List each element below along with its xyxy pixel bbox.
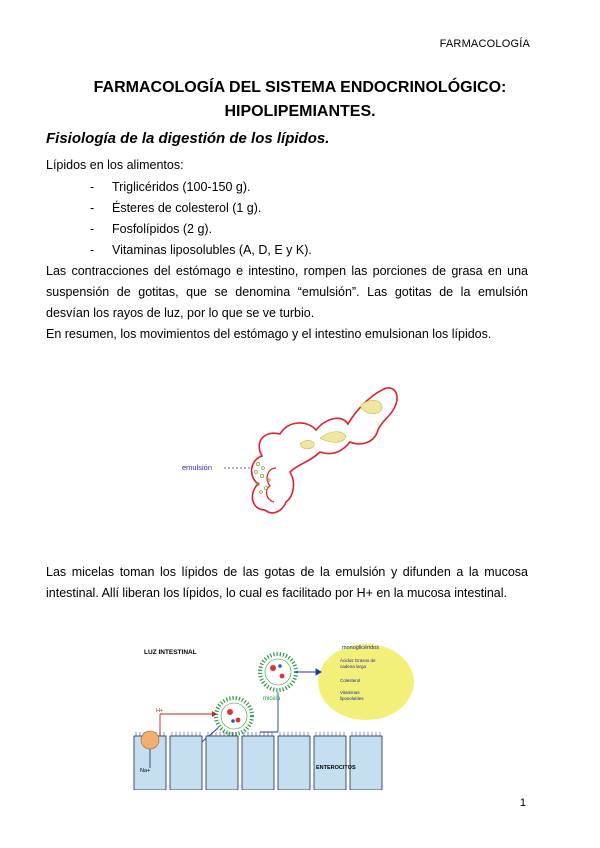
micelle-lower bbox=[216, 698, 252, 734]
fat-drop bbox=[360, 400, 382, 414]
intro-text: Lípidos en los alimentos: bbox=[46, 158, 184, 172]
fatty-acids-label-2: cadena larga bbox=[340, 664, 367, 669]
fat-drop bbox=[300, 440, 314, 448]
micelle-figure bbox=[130, 632, 430, 790]
micelle-upper bbox=[260, 654, 296, 690]
paragraph-micelles: Las micelas toman los lípidos de las gotas de la emulsión y difunden a la mucosa intestinal. Allí liberan los lípidos, lo cual es facilitado por H+ en la mucosa intestinal. bbox=[46, 565, 528, 600]
enterocitos-label: ENTEROCITOS bbox=[316, 765, 356, 771]
paragraph-emulsion: Las contracciones del estómago e intestino, rompen las porciones de grasa en una suspensión de gotitas, que se denomina “emulsión”. Las gotitas de la emulsión desvían los rayos de luz, por lo que se ve turbio. bbox=[46, 264, 528, 320]
title-line-1: FARMACOLOGÍA DEL SISTEMA ENDOCRINOLÓGICO: bbox=[93, 79, 507, 96]
monoglycerides-label: monoglicéridos bbox=[342, 645, 379, 651]
h-plus-label: H+ bbox=[156, 708, 164, 714]
page-number: 1 bbox=[519, 797, 526, 809]
list-item: - Triglicéridos (100-150 g). bbox=[90, 177, 312, 198]
fat-drop bbox=[320, 432, 346, 443]
list-item: - Ésteres de colesterol (1 g). bbox=[90, 198, 312, 219]
paragraph-summary: En resumen, los movimientos del estómago y el intestino emulsionan los lípidos. bbox=[46, 327, 492, 341]
emulsion-figure bbox=[170, 372, 400, 532]
lipid-contents-bubble bbox=[318, 644, 414, 720]
page-title bbox=[40, 76, 560, 124]
vitamins-label-2: liposolubles bbox=[340, 696, 364, 701]
luz-intestinal-label: LUZ INTESTINAL bbox=[144, 649, 197, 656]
section-title: Fisiología de la digestión de los lípidos. bbox=[46, 130, 330, 147]
transporter bbox=[141, 731, 159, 749]
microvilli bbox=[136, 732, 380, 736]
na-plus-label: Na+ bbox=[140, 768, 151, 774]
lipid-list bbox=[90, 177, 312, 261]
vitamins-label: Vitaminas bbox=[340, 690, 360, 695]
running-header: FARMACOLOGÍA bbox=[439, 38, 530, 50]
cholesterol-label: Colesterol bbox=[340, 678, 361, 683]
list-item: - Vitaminas liposolubles (A, D, E y K). bbox=[90, 240, 312, 261]
list-item: - Fosfolípidos (2 g). bbox=[90, 219, 312, 240]
title-line-2: HIPOLIPEMIANTES. bbox=[224, 103, 376, 120]
fatty-acids-label: Ácidos Grasos de bbox=[340, 658, 376, 663]
emulsion-label: emulsión bbox=[182, 463, 213, 472]
micelle-label: micela bbox=[263, 696, 281, 702]
enterocyte-row bbox=[134, 736, 382, 790]
